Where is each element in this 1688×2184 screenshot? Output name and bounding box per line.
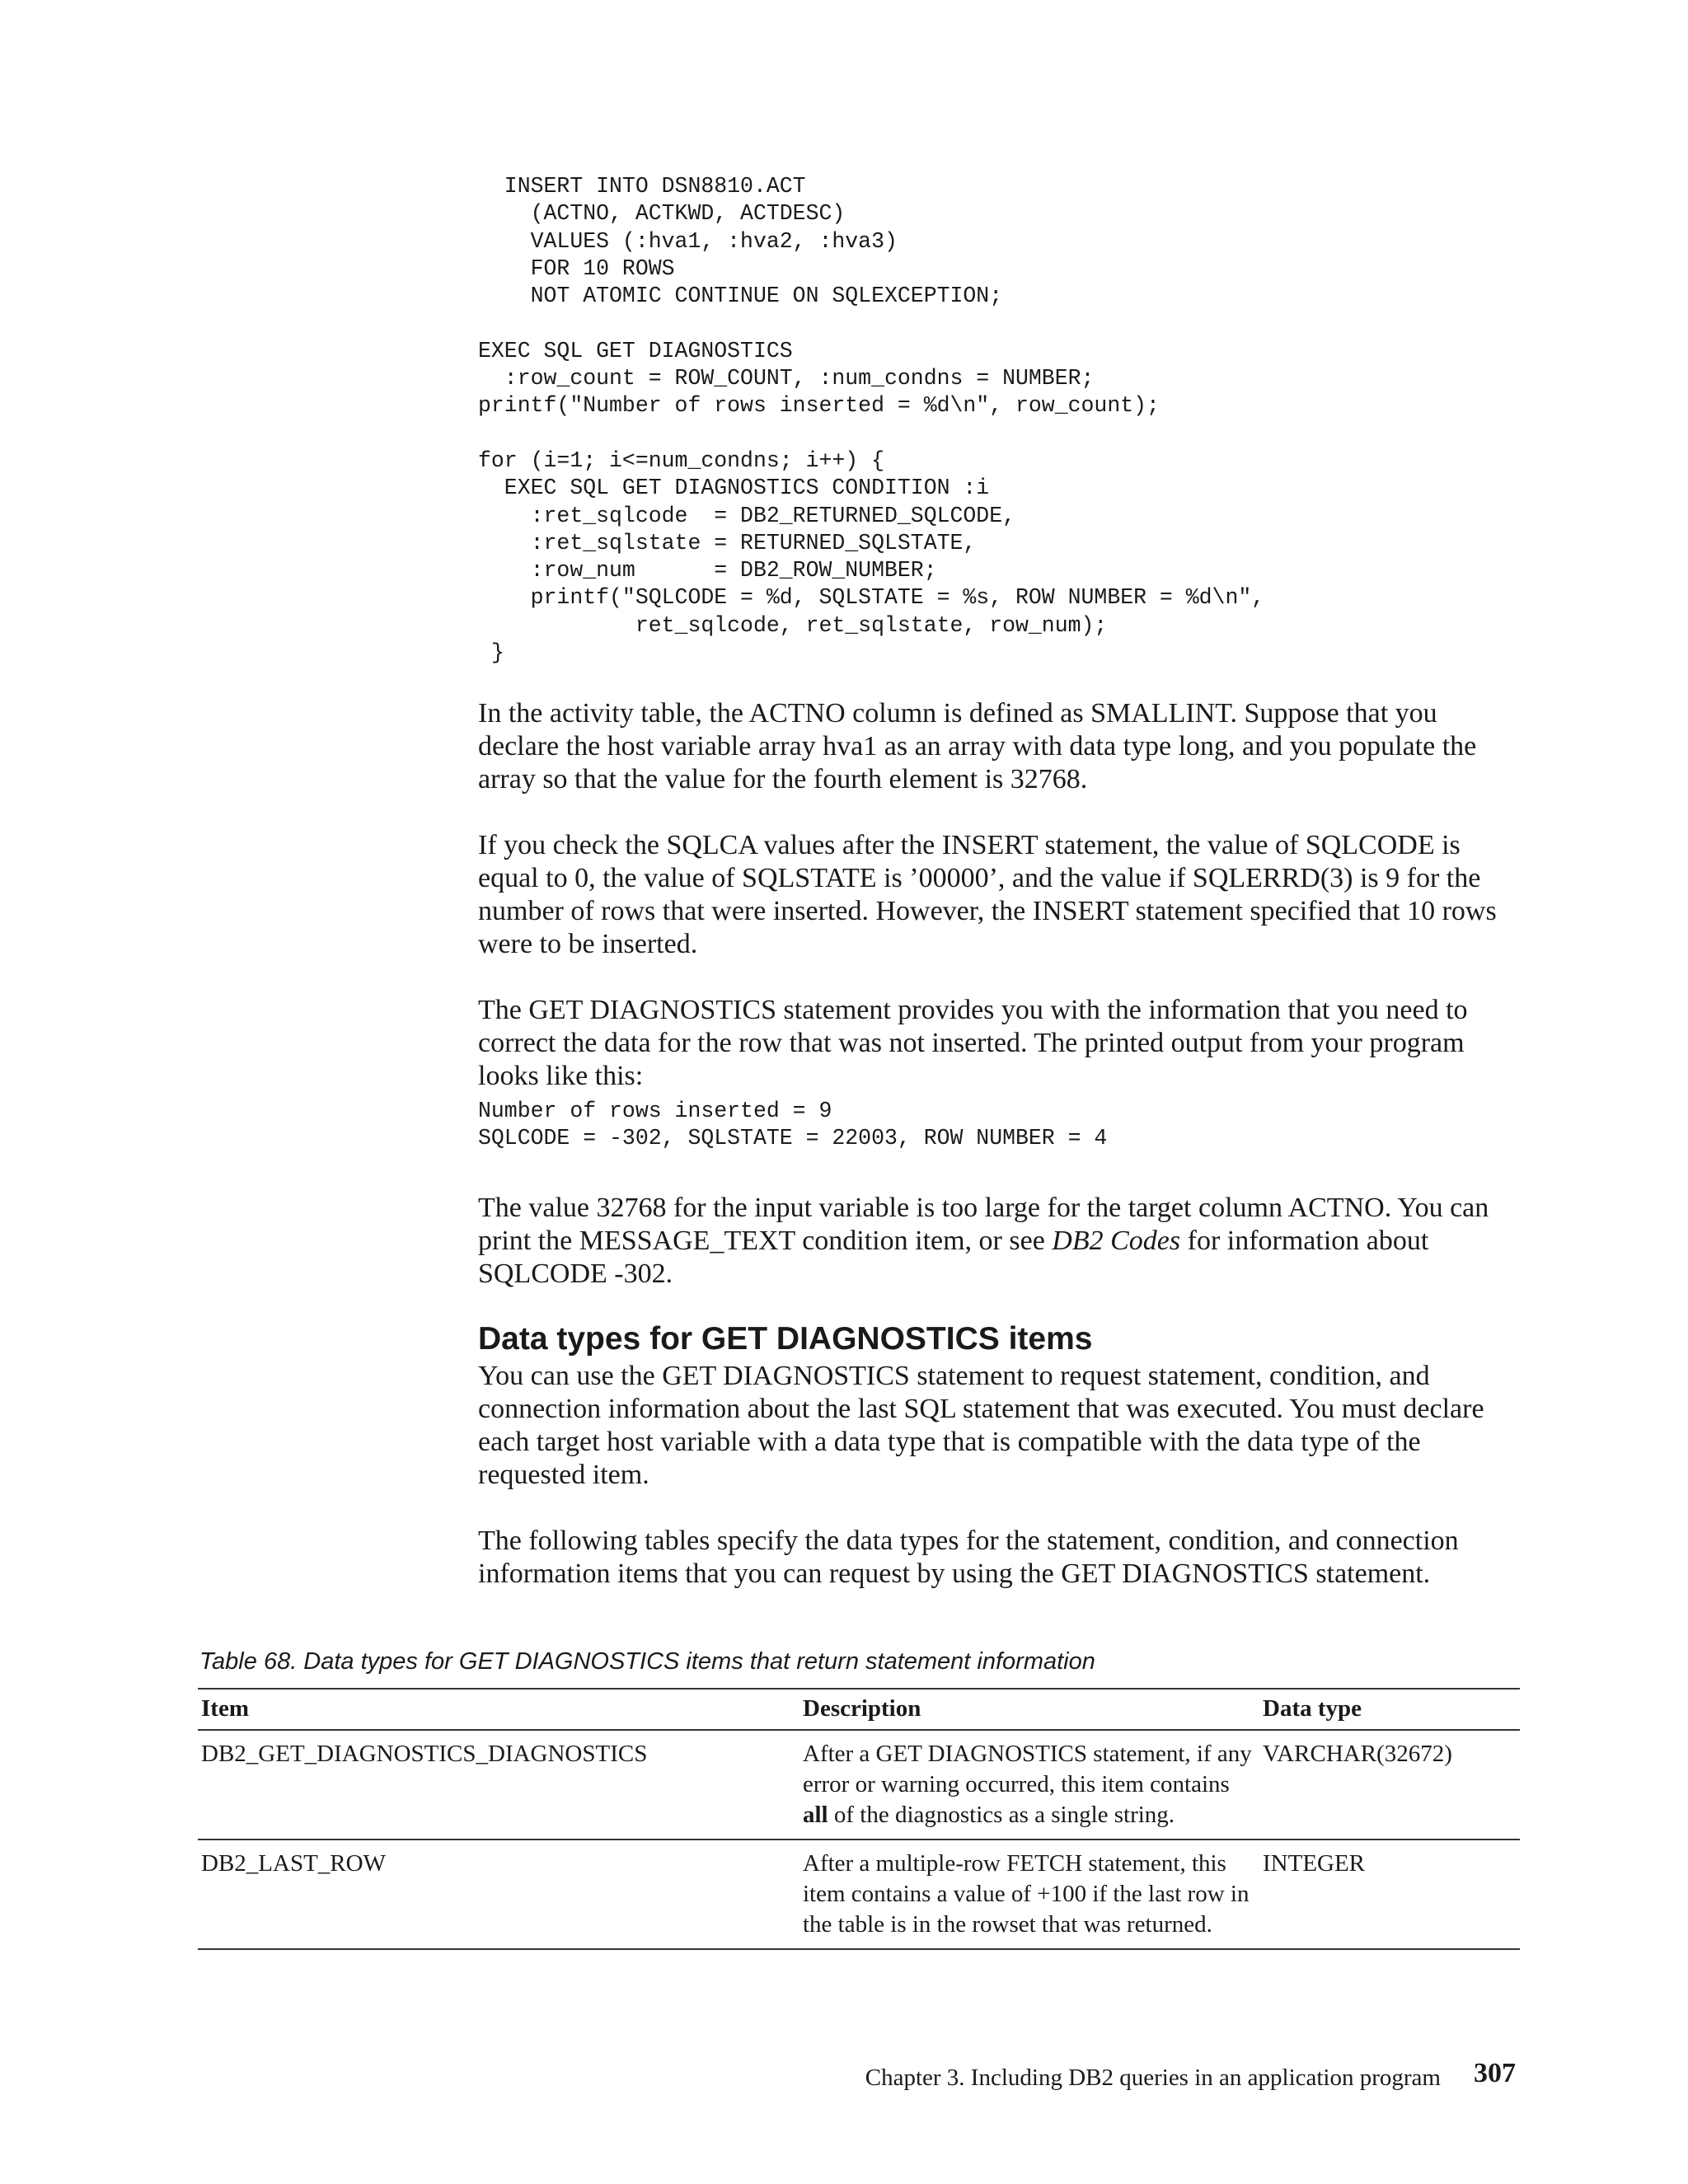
data-types-table — [198, 1688, 1520, 1950]
cell-item: DB2_LAST_ROW — [201, 1850, 386, 1877]
paragraph-text-before: The value 32768 for the input variable is too large for the target column ACTNO. You can print the MESSAGE_TEXT condition item, or see — [478, 1193, 1489, 1256]
table-caption: Table 68. Data types for GET DIAGNOSTICS items that return statement information — [199, 1648, 1095, 1675]
paragraph-get-diagnostics-output: The GET DIAGNOSTICS statement provides you with the information that you need to correct the data for the row that was not inserted. The printed output from your program looks like this: — [478, 995, 1468, 1091]
paragraph-tables-intro: The following tables specify the data types for the statement, condition, and connection information items that you can request by using the GET DIAGNOSTICS statement. — [478, 1526, 1459, 1589]
table-row — [198, 1730, 1520, 1840]
description-text-after: of the diagnostics as a single string. — [828, 1802, 1175, 1828]
paragraph-value-too-large — [478, 1192, 1525, 1291]
db2-codes-reference: DB2 Codes — [1052, 1226, 1181, 1256]
table-row — [198, 1840, 1520, 1949]
code-listing-insert: INSERT INTO DSN8810.ACT (ACTNO, ACTKWD, ACTDESC) VALUES (:hva1, :hva2, :hva3) FOR 10 ROWS NOT ATOMIC CONTINUE ON SQLEXCEPTION; EXEC SQL GET DIAGNOSTICS :row_count = ROW_COUNT, :num_condns = NUMBER; printf("Number of rows inserted = %d\n", row_count); for (i=1; i<=num_condns; i++) { EXEC SQL GET DIAGNOSTICS CONDITION :i :ret_sqlcode = DB2_RETURNED_SQLCODE, :ret_sqlstate = RETURNED_SQLSTATE, :row_num = DB2_ROW_NUMBER; printf("SQLCODE = %d, SQLSTATE = %s, ROW NUMBER = %d\n", ret_sqlcode, ret_sqlstate, row_num); } — [478, 174, 1265, 666]
cell-description: After a multiple-row FETCH statement, this item contains a value of +100 if the last row in the table is in the rowset that was returned. — [803, 1850, 1250, 1938]
section-heading: Data types for GET DIAGNOSTICS items — [478, 1321, 1093, 1357]
page-number: 307 — [1474, 2058, 1516, 2088]
paragraph-text-after: for information about SQLCODE -302. — [478, 1226, 1429, 1289]
header-description: Description — [803, 1695, 921, 1722]
paragraph-sqlca-values: If you check the SQLCA values after the INSERT statement, the value of SQLCODE is equal to 0, the value of SQLSTATE is ’00000’, and the value if SQLERRD(3) is 9 for the number of rows that were inserted. However, the INSERT statement specified that 10 rows were to be inserted. — [478, 830, 1497, 959]
paragraph-activity-table: In the activity table, the ACTNO column is defined as SMALLINT. Suppose that you declare the host variable array hva1 as an array with data type long, and you populate the array so that the value for the fourth element is 32768. — [478, 698, 1477, 794]
header-data-type: Data type — [1263, 1695, 1362, 1722]
cell-data-type: INTEGER — [1263, 1850, 1366, 1877]
cell-data-type: VARCHAR(32672) — [1263, 1741, 1452, 1767]
table-header-row — [198, 1689, 1520, 1730]
cell-description — [799, 1730, 1259, 1840]
description-text-before: After a GET DIAGNOSTICS statement, if any error or warning occurred, this item contains — [803, 1741, 1252, 1797]
footer-chapter-title: Chapter 3. Including DB2 queries in an application program — [865, 2064, 1441, 2091]
paragraph-section-intro: You can use the GET DIAGNOSTICS statement to request statement, condition, and connection information about the last SQL statement that was executed. You must declare each target host variable with a data type that is compatible with the data type of the requested item. — [478, 1361, 1484, 1490]
header-item: Item — [201, 1695, 249, 1722]
cell-item: DB2_GET_DIAGNOSTICS_DIAGNOSTICS — [201, 1741, 648, 1767]
code-listing-output: Number of rows inserted = 9 SQLCODE = -302, SQLSTATE = 22003, ROW NUMBER = 4 — [478, 1099, 1108, 1151]
description-bold-word: all — [803, 1802, 828, 1828]
